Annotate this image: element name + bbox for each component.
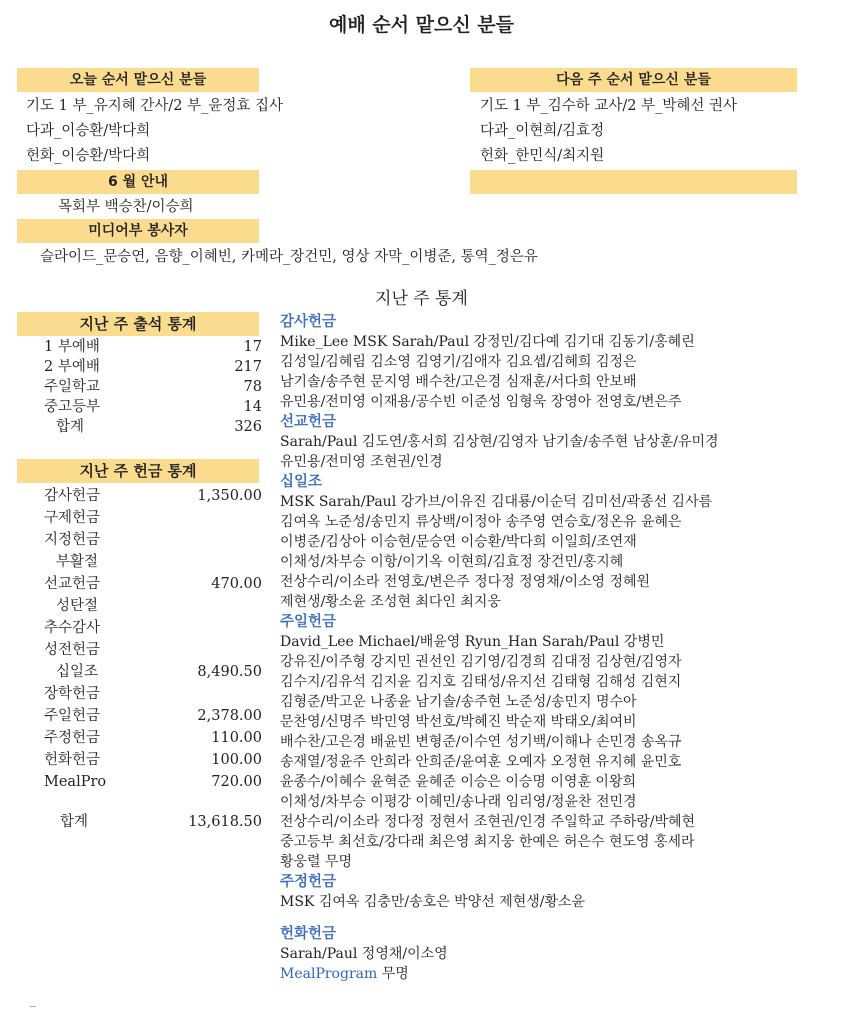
offering-label: 감사헌금 — [44, 488, 101, 504]
attendance-value: 17 — [243, 339, 262, 355]
donor-line: 김여옥 노준성/송민지 류상백/이정아 송주영 연승호/정온유 윤혜은 — [280, 514, 682, 530]
offering-label: 장학헌금 — [44, 686, 101, 702]
next-week-flowers: 헌화_한민식/최지원 — [480, 148, 605, 164]
media-header: 미디어부 봉사자 — [17, 219, 259, 243]
donor-line: 김형준/박고운 나종윤 남기솔/송주현 노준성/송민지 명수아 — [280, 694, 637, 710]
offering-label: 성전헌금 — [44, 642, 101, 658]
donor-line: 윤종수/이혜수 윤혁준 윤혜준 이승은 이승명 이영훈 이왕희 — [280, 774, 636, 790]
today-flowers: 헌화_이승환/박다희 — [26, 148, 151, 164]
offering-total-row — [32, 812, 262, 832]
attendance-value: 14 — [243, 399, 262, 415]
donor-line: 김성일/김혜림 김소영 김영기/김애자 김요셉/김혜희 김정은 — [280, 354, 637, 370]
section-header-seongyo: 선교헌금 — [280, 414, 337, 430]
attendance-row — [32, 377, 262, 397]
offering-total-value: 13,618.50 — [188, 814, 262, 830]
today-prayer: 기도 1 부_유지혜 간사/2 부_윤정효 집사 — [26, 98, 283, 114]
donor-line: 문찬영/신명주 박민영 박선호/박혜진 박순재 박태오/최여비 — [280, 714, 637, 730]
stats-title: 지난 주 통계 — [375, 289, 468, 309]
offering-row — [32, 552, 262, 572]
attendance-row — [32, 417, 262, 437]
offering-row — [32, 640, 262, 660]
offering-header: 지난 주 헌금 통계 — [17, 459, 259, 483]
offering-row — [32, 728, 262, 748]
offering-label: 선교헌금 — [44, 576, 101, 592]
meal-program-line — [280, 964, 835, 984]
offering-value: 100.00 — [211, 752, 262, 768]
donor-line: 김수지/김유석 김지윤 김지호 김태성/유지선 김태형 김해성 김현지 — [280, 674, 682, 690]
section-spacer — [280, 912, 835, 924]
offering-label: 십일조 — [56, 664, 99, 680]
offering-label: 구제헌금 — [44, 510, 101, 526]
donor-line: 이채성/차부승 이항/이기옥 이현희/김효정 장건민/홍지혜 — [280, 554, 624, 570]
donor-line: MSK Sarah/Paul 강가브/이유진 김대룡/이순덕 김미선/곽종선 김사름 — [280, 494, 713, 510]
offering-row — [32, 596, 262, 616]
june-notice-header: 6 월 안내 — [17, 170, 259, 194]
offering-row — [32, 772, 262, 792]
offering-value: 470.00 — [211, 576, 262, 592]
section-header-juil: 주일헌금 — [280, 614, 337, 630]
footer-mark — [30, 1006, 36, 1007]
next-week-blank-header — [470, 170, 797, 194]
donor-line: 황웅렬 무명 — [280, 854, 353, 870]
next-week-header: 다음 주 순서 맡으신 분들 — [470, 68, 797, 92]
section-header-heonhwa: 헌화헌금 — [280, 926, 337, 942]
donor-line: 전상수리/이소라 정다정 정현서 조현권/인경 주일학교 주하랑/박혜현 — [280, 814, 696, 830]
donor-line: 강유진/이주형 강지민 권선인 김기영/김경희 김대정 김상현/김영자 — [280, 654, 682, 670]
offering-label: 헌화헌금 — [44, 752, 101, 768]
donor-line: 배수찬/고은경 배윤빈 변형준/이수연 성기백/이해나 손민경 송옥규 — [280, 734, 682, 750]
offering-label: MealPro — [44, 774, 107, 790]
attendance-row — [32, 357, 262, 377]
donor-line: Sarah/Paul 정영채/이소영 — [280, 946, 448, 962]
donor-line: 남기솔/송주현 문지영 배수찬/고은경 심재훈/서다희 안보배 — [280, 374, 637, 390]
donor-line: 유민용/전미영 이재용/공수빈 이준성 임형욱 장영아 전영호/변은주 — [280, 394, 682, 410]
attendance-total-label: 합계 — [56, 419, 85, 435]
section-header-sipiljo: 십일조 — [280, 474, 323, 490]
attendance-row — [32, 397, 262, 417]
offering-value: 110.00 — [211, 730, 262, 746]
section-header-jujeong: 주정헌금 — [280, 874, 337, 890]
offering-row — [32, 706, 262, 726]
attendance-label: 1 부예배 — [44, 339, 100, 355]
attendance-value: 217 — [234, 359, 262, 375]
donor-line: 이채성/차부승 이평강 이혜민/송나래 임리영/정윤찬 전민경 — [280, 794, 637, 810]
offering-row — [32, 662, 262, 682]
donor-line: 중고등부 최선호/강다래 최은영 최지웅 한예은 허은수 현도영 홍세라 — [280, 834, 695, 850]
attendance-label: 중고등부 — [44, 399, 101, 415]
offering-value: 1,350.00 — [197, 488, 262, 504]
offering-label: 부활절 — [56, 554, 99, 570]
attendance-label: 2 부예배 — [44, 359, 100, 375]
june-notice-line: 목회부 백승찬/이승희 — [58, 199, 194, 215]
offering-row — [32, 508, 262, 528]
donor-line: 이병준/김상아 이승현/문승연 이승환/박다희 이일희/조연재 — [280, 534, 637, 550]
offering-label: 주정헌금 — [44, 730, 101, 746]
offering-row — [32, 574, 262, 594]
offering-row — [32, 618, 262, 638]
offering-value: 720.00 — [211, 774, 262, 790]
offering-label: 지정헌금 — [44, 532, 101, 548]
attendance-total-value: 326 — [234, 419, 262, 435]
donor-line: MSK 김여옥 김충만/송호은 박양선 제현생/황소윤 — [280, 894, 586, 910]
offering-label: 추수감사 — [44, 620, 101, 636]
today-refreshment: 다과_이승환/박다희 — [26, 123, 151, 139]
donor-line: 제현생/황소윤 조성현 최다인 최지웅 — [280, 594, 501, 610]
offering-label: 주일헌금 — [44, 708, 101, 724]
offering-value: 8,490.50 — [197, 664, 262, 680]
today-header: 오늘 순서 맡으신 분들 — [17, 68, 259, 92]
attendance-value: 78 — [243, 379, 262, 395]
next-week-prayer: 기도 1 부_김수하 교사/2 부_박혜선 권사 — [480, 98, 737, 114]
offering-label: 성탄절 — [56, 598, 99, 614]
donor-line: 전상수리/이소라 전영호/변은주 정다정 정영채/이소영 정혜원 — [280, 574, 651, 590]
attendance-row — [32, 337, 262, 357]
meal-program-label: MealProgram — [280, 966, 378, 982]
page-title: 예배 순서 맡으신 분들 — [328, 14, 515, 36]
offering-total-label: 합계 — [60, 814, 89, 830]
donor-line: David_Lee Michael/배윤영 Ryun_Han Sarah/Paul 강병민 — [280, 634, 665, 650]
offering-row — [32, 530, 262, 550]
attendance-label: 주일학교 — [44, 379, 101, 395]
offering-row — [32, 486, 262, 506]
offering-row — [32, 750, 262, 770]
donor-line: Sarah/Paul 김도연/홍서희 김상현/김영자 남기솔/송주현 남상훈/유미경 — [280, 434, 719, 450]
donor-line: Mike_Lee MSK Sarah/Paul 강정민/김다예 김기대 김동기/홍혜린 — [280, 334, 695, 350]
section-header-gamsa: 감사헌금 — [280, 314, 337, 330]
media-line: 슬라이드_문승연, 음향_이혜빈, 카메라_장건민, 영상 자막_이병준, 통역_정은유 — [40, 249, 538, 265]
donor-line: 유민용/전미영 조현권/인경 — [280, 454, 443, 470]
offering-row — [32, 684, 262, 704]
donor-line: 송재열/정윤주 안희라 안희준/윤여훈 오예자 오정현 유지혜 윤민호 — [280, 754, 682, 770]
next-week-refreshment: 다과_이현희/김효정 — [480, 123, 605, 139]
donor-lists — [280, 312, 835, 984]
attendance-header: 지난 주 출석 통계 — [17, 312, 259, 336]
offering-value: 2,378.00 — [197, 708, 262, 724]
meal-program-donor: 무명 — [381, 966, 409, 982]
